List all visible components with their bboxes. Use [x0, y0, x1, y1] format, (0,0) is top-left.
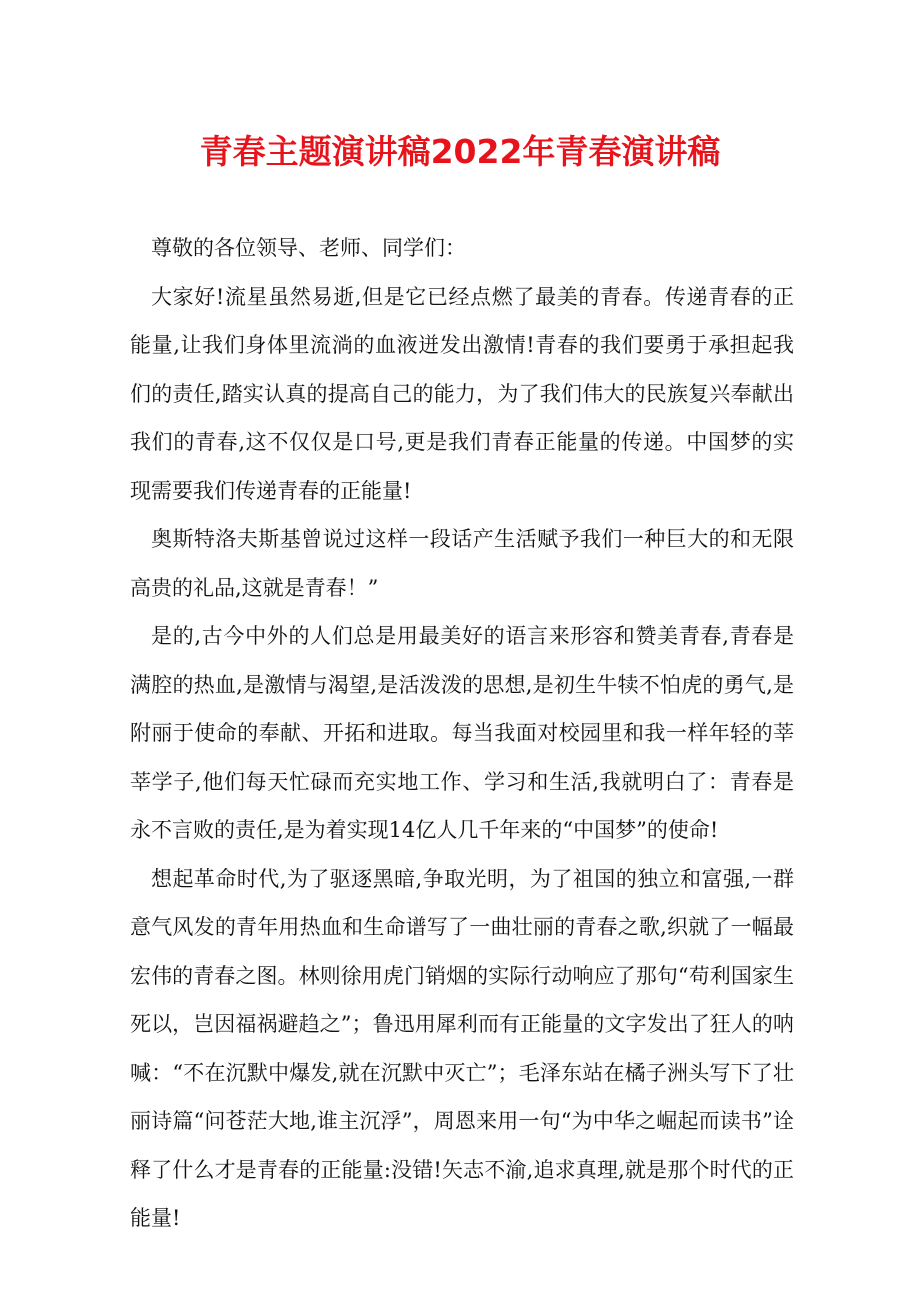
- body-paragraph: 奥斯特洛夫斯基曾说过这样一段话产生活赋予我们一种巨大的和无限高贵的礼品,这就是青春！”: [130, 527, 794, 600]
- document-body: [130, 224, 794, 1243]
- body-paragraph: 大家好!流星虽然易逝,但是它已经点燃了最美的青春。传递青春的正能量,让我们身体里流淌的血液迸发出激情!青春的我们要勇于承担起我们的责任,踏实认真的提高自己的能力，为了我们伟大的民族复兴奉献出我们的青春,这不仅仅是口号,更是我们青春正能量的传递。中国梦的实现需要我们传递青春的正能量!: [130, 284, 794, 503]
- body-paragraph: 想起革命时代,为了驱逐黑暗,争取光明，为了祖国的独立和富强,一群意气风发的青年用热血和生命谱写了一曲壮丽的青春之歌,织就了一幅最宏伟的青春之图。林则徐用虎门销烟的实际行动响应了那句“苟利国家生死以，岂因福祸避趋之”；鲁迅用犀利而有正能量的文字发出了狂人的呐喊：“不在沉默中爆发,就在沉默中灭亡”；毛泽东站在橘子洲头写下了壮丽诗篇“问苍茫大地,谁主沉浮”，周恩来用一句“为中华之崛起而读书”诠释了什么才是青春的正能量:没错!矢志不渝,追求真理,就是那个时代的正能量!: [130, 866, 794, 1230]
- salutation-paragraph: 尊敬的各位领导、老师、同学们：: [151, 236, 466, 260]
- body-paragraph: 是的,古今中外的人们总是用最美好的语言来形容和赞美青春,青春是满腔的热血,是激情与渴望,是活泼泼的思想,是初生牛犊不怕虎的勇气,是附丽于使命的奉献、开拓和进取。每当我面对校园里和我一样年轻的莘莘学子,他们每天忙碌而充实地工作、学习和生活,我就明白了：青春是永不言败的责任,是为着实现14亿人几千年来的“中国梦”的使命!: [130, 624, 794, 842]
- document-title: 青春主题演讲稿2022年青春演讲稿: [199, 132, 721, 171]
